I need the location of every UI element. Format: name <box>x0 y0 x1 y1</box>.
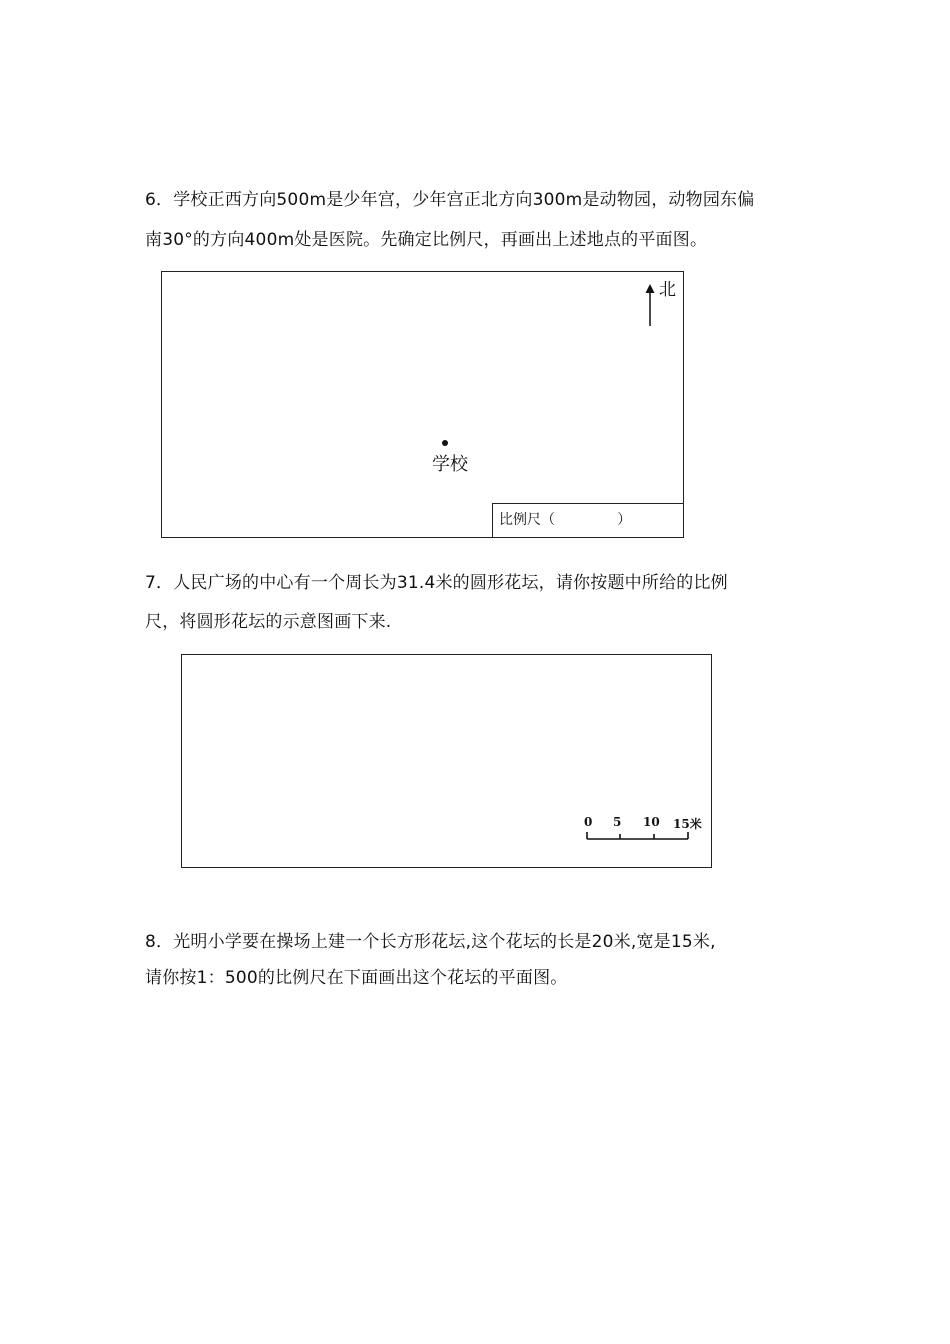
north-arrow-icon <box>644 284 656 328</box>
scale-ratio-box: 比例尺（ ） <box>492 503 683 537</box>
scale-bar <box>582 829 692 843</box>
q6-text-line-2: 南30°的方向400m处是医院。先确定比例尺，再画出上述地点的平面图。 <box>145 230 708 250</box>
q7-text-line-2: 尺，将圆形花坛的示意图画下来. <box>145 612 392 632</box>
scale-tick-0: 0 <box>584 815 593 829</box>
scale-tick-15: 15米 <box>673 817 702 831</box>
q6-map-box <box>161 271 684 538</box>
school-point <box>442 440 448 446</box>
scale-tick-5: 5 <box>613 815 622 829</box>
q6-text-line-1: 6．学校正西方向500m是少年宫，少年宫正北方向300m是动物园，动物园东偏 <box>145 190 755 210</box>
q8-text-line-1: 8．光明小学要在操场上建一个长方形花坛,这个花坛的长是20米,宽是15米, <box>145 932 716 952</box>
school-label: 学校 <box>432 454 468 475</box>
q7-drawing-box <box>181 654 712 868</box>
q8-text-line-2: 请你按1：500的比例尺在下面画出这个花坛的平面图。 <box>145 968 568 988</box>
q7-text-line-1: 7．人民广场的中心有一个周长为31.4米的圆形花坛，请你按题中所给的比例 <box>145 573 728 593</box>
scale-tick-10: 10 <box>643 815 660 829</box>
north-label: 北 <box>659 280 676 300</box>
